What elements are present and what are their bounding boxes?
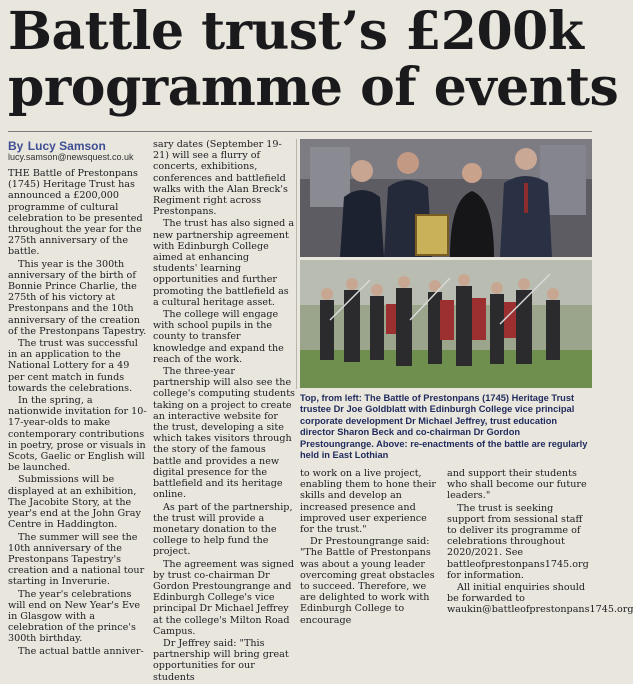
paragraph: The summer will see the 10th anniversary of the Prestonpans Tapestry's creation and a national tour starting in Inverurie. bbox=[8, 531, 145, 588]
paragraph: The college will engage with school pupils in the county to transfer knowledge and expand the reach of the work. bbox=[153, 309, 284, 365]
headline-line-1: Battle trust’s £200k bbox=[8, 1, 584, 62]
photo-trustees bbox=[300, 139, 592, 257]
byline-prefix: By bbox=[8, 139, 24, 153]
photo-caption: Top, from left: The Battle of Prestonpans (1745) Heritage Trust trustee Dr Joe Goldblatt with Edinburgh College vice principal corporate development Dr Michael Jeffrey, trust education director Sharon Beck and co-chairman Dr Gordon Prestoungrange. Above: re-enactments of the battle are regularly held in East Lothian bbox=[300, 393, 588, 461]
paragraph: The year's celebrations will end on New Year's Eve in Glasgow with a celebration of the prince's 300th birthday. bbox=[8, 588, 141, 645]
paragraph: In the spring, a nationwide invitation for 10-17-year-olds to make contemporary contributions in poetry, prose or visuals in Scots, Gaelic or English will be launched. bbox=[8, 395, 147, 474]
byline-name: Lucy Samson bbox=[27, 139, 106, 153]
photo-reenactment bbox=[300, 260, 592, 388]
paragraph: sary dates (September 19-21) will see a flurry of concerts, exhibitions, conferences and battlefield walks with the Alan Breck's Regiment right across Prestonpans. bbox=[153, 139, 288, 218]
paragraph: Dr Jeffrey said: "This partnership will bring great opportunities for our students bbox=[153, 637, 289, 683]
paragraph: The trust has also signed a new partnership agreement with Edinburgh College aimed at enhancing students' learning opportunities and further promoting the battlefield as a cultural heritage asset. bbox=[153, 218, 295, 308]
article-column-3 bbox=[300, 468, 440, 627]
paragraph: THE Battle of Prestonpans (1745) Heritage Trust has announced a £200,000 programme of cultural celebration to be presented throughout the year for the 275th anniversary of the battle. bbox=[8, 168, 143, 258]
article-column-4 bbox=[447, 468, 633, 617]
photo-trustees-illustration bbox=[300, 139, 592, 257]
paragraph: and support their students who shall become our future leaders." bbox=[447, 468, 587, 502]
paragraph: As part of the partnership, the trust will provide a monetary donation to the college to help fund the project. bbox=[153, 501, 293, 558]
paragraph: All initial enquiries should be forwarded to waukin@battleofprestonpans1745.org bbox=[447, 582, 633, 616]
column-divider bbox=[296, 139, 297, 389]
photo-reenactment-illustration bbox=[300, 260, 592, 388]
paragraph: Dr Prestoungrange said: "The Battle of Prestonpans was about a young leader overcoming great obstacles to succeed. Therefore, we are delighted to work with Edinburgh College to encourage bbox=[300, 536, 435, 626]
paragraph: The trust is seeking support from sessional staff to deliver its programme of celebrations throughout 2020/2021. See battleofprestonpans1745.org for information. bbox=[447, 502, 589, 581]
paragraph: The agreement was signed by trust co-chairman Dr Gordon Prestoungrange and Edinburgh College's vice principal Dr Michael Jeffrey at the college's Milton Road Campus. bbox=[153, 558, 295, 637]
paragraph: The three-year partnership will also see the college's computing students taking on a project to create an interactive website for the trust, developing a site which takes visitors through the story of the famous battle and provides a new digital presence for the battlefield and its heritage online. bbox=[153, 366, 295, 501]
paragraph: Submissions will be displayed at an exhibition, The Jacobite Story, at the year's end at the John Gray Centre in Haddington. bbox=[8, 474, 141, 531]
headline bbox=[8, 1, 619, 118]
headline-line-2: programme of events bbox=[8, 57, 619, 118]
paragraph: The trust was successful in an application to the National Lottery for a 49 per cent match in funds towards the celebrations. bbox=[8, 338, 138, 394]
byline-email: lucy.samson@newsquest.co.uk bbox=[8, 152, 134, 162]
paragraph: to work on a live project, enabling them to hone their skills and develop an increased presence and improved user experience for the trust." bbox=[300, 468, 436, 536]
paragraph: The actual battle anniver- bbox=[18, 645, 144, 657]
article-column-2 bbox=[153, 139, 295, 684]
paragraph: This year is the 300th anniversary of the birth of Bonnie Prince Charlie, the 275th of his victory at Prestonpans and the 10th anniversary of the creation of the Prestonpans Tapestry. bbox=[8, 258, 147, 337]
article-column-1 bbox=[8, 168, 148, 658]
headline-rule bbox=[8, 131, 592, 132]
